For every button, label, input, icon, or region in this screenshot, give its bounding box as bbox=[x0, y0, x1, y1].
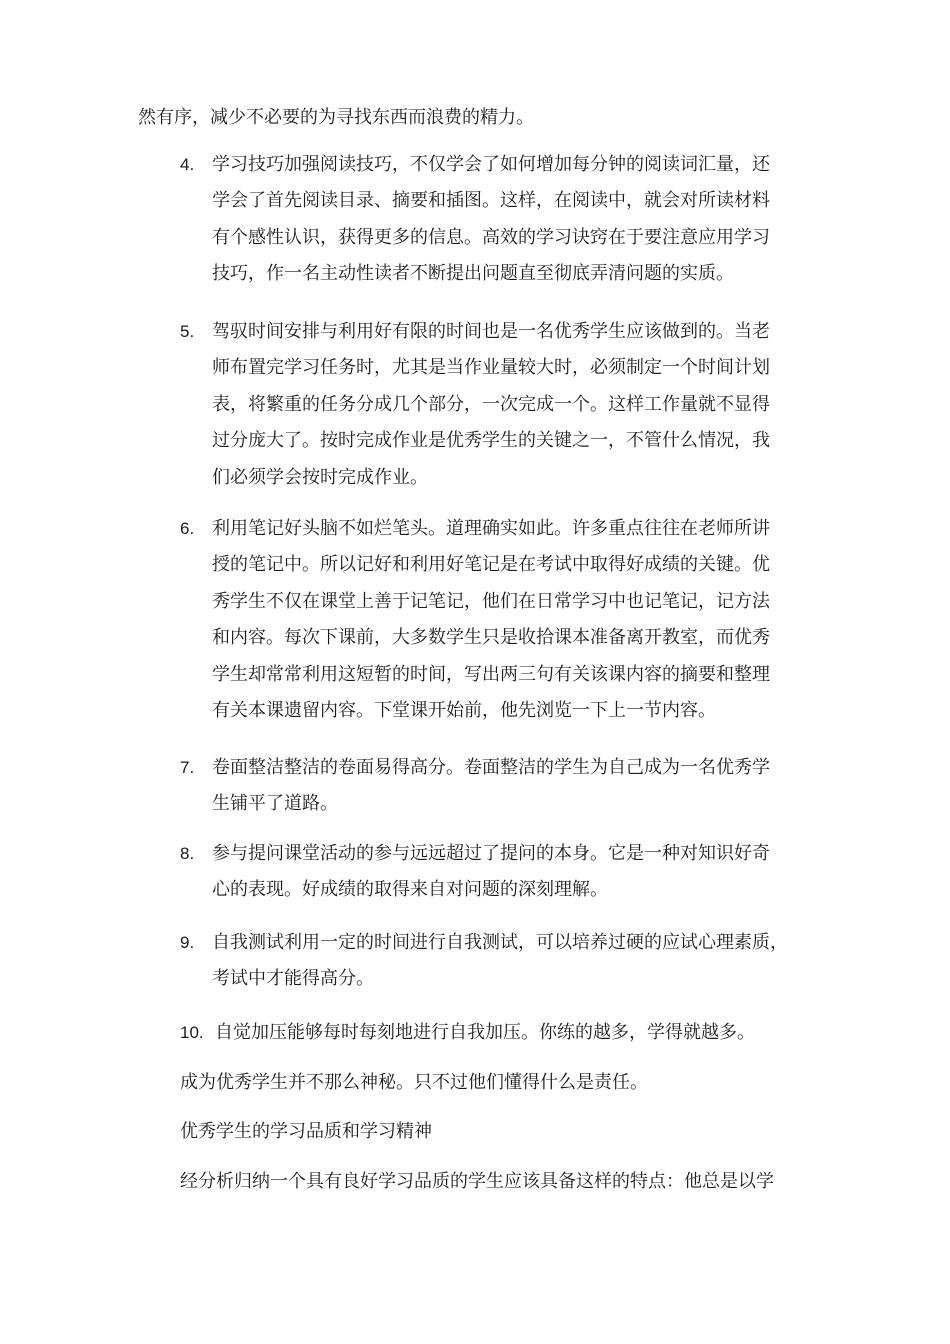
list-item-number: 5. bbox=[180, 322, 195, 341]
list-item-line: 参与提问课堂活动的参与远远超过了提问的本身。它是一种对知识好奇 bbox=[212, 843, 770, 864]
list-item-line: 自觉加压能够每时每刻地进行自我加压。你练的越多，学得就越多。 bbox=[215, 1022, 755, 1043]
list-item-line: 过分庞大了。按时完成作业是优秀学生的关键之一，不管什么情况，我 bbox=[212, 430, 770, 451]
list-item-line: 生铺平了道路。 bbox=[212, 793, 338, 814]
list-item-number: 4. bbox=[180, 155, 195, 174]
list-item-line: 师布置完学习任务时，尤其是当作业量较大时，必须制定一个时间计划 bbox=[212, 357, 770, 378]
list-item-line: 有关本课遗留内容。下堂课开始前，他先浏览一下上一节内容。 bbox=[212, 700, 716, 721]
list-item-line: 学会了首先阅读目录、摘要和插图。这样，在阅读中，就会对所读材料 bbox=[212, 190, 770, 211]
list-item-line: 技巧，作一名主动性读者不断提出问题直至彻底弄清问题的实质。 bbox=[212, 263, 734, 284]
list-item-number: 10. bbox=[180, 1023, 204, 1042]
closing-paragraph: 经分析归纳一个具有良好学习品质的学生应该具备这样的特点：他总是以学 bbox=[180, 1171, 774, 1192]
list-item-line: 授的笔记中。所以记好和利用好笔记是在考试中取得好成绩的关键。优 bbox=[212, 554, 770, 575]
list-item-line: 自我测试利用一定的时间进行自我测试，可以培养过硬的应试心理素质， bbox=[212, 932, 788, 953]
list-item-line: 和内容。每次下课前，大多数学生只是收拾课本准备离开教室，而优秀 bbox=[212, 627, 770, 648]
list-item-line: 卷面整洁整洁的卷面易得高分。卷面整洁的学生为自己成为一名优秀学 bbox=[212, 757, 770, 778]
list-item-line: 心的表现。好成绩的取得来自对问题的深刻理解。 bbox=[212, 879, 608, 900]
list-item-line: 驾驭时间安排与利用好有限的时间也是一名优秀学生应该做到的。当老 bbox=[212, 321, 770, 342]
list-item-line: 学生却常常利用这短暂的时间，写出两三句有关该课内容的摘要和整理 bbox=[212, 664, 770, 685]
list-item-line: 学习技巧加强阅读技巧，不仅学会了如何增加每分钟的阅读词汇量，还 bbox=[212, 154, 770, 175]
list-item-line: 表，将繁重的任务分成几个部分，一次完成一个。这样工作量就不显得 bbox=[212, 394, 770, 415]
list-item-line: 有个感性认识，获得更多的信息。高效的学习诀窍在于要注意应用学习 bbox=[212, 227, 770, 248]
intro-line: 然有序，减少不必要的为寻找东西而浪费的精力。 bbox=[138, 107, 534, 128]
list-item-line: 考试中才能得高分。 bbox=[212, 968, 374, 989]
list-item-number: 7. bbox=[180, 758, 195, 777]
list-item-line: 利用笔记好头脑不如烂笔头。道理确实如此。许多重点往往在老师所讲 bbox=[212, 518, 770, 539]
list-item-number: 6. bbox=[180, 519, 195, 538]
list-item-number: 9. bbox=[180, 933, 195, 952]
list-item-line: 们必须学会按时完成作业。 bbox=[212, 467, 428, 488]
list-item-number: 8. bbox=[180, 844, 195, 863]
section-heading: 优秀学生的学习品质和学习精神 bbox=[180, 1121, 432, 1142]
closing-paragraph: 成为优秀学生并不那么神秘。只不过他们懂得什么是责任。 bbox=[180, 1072, 648, 1093]
list-item-line: 秀学生不仅在课堂上善于记笔记，他们在日常学习中也记笔记，记方法 bbox=[212, 591, 770, 612]
